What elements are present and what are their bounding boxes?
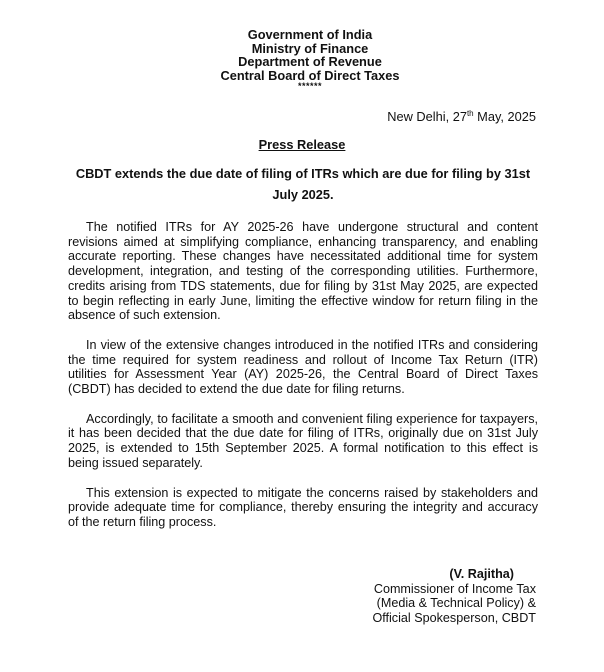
- signatory-title: Commissioner of Income Tax: [373, 581, 536, 596]
- subject-heading: CBDT extends the due date of filing of ITRs which are due for filing by 31st July 2025.: [75, 166, 531, 202]
- letterhead-department: Department of Revenue: [238, 54, 382, 70]
- letterhead-board: Central Board of Direct Taxes: [220, 67, 400, 83]
- dateline: [387, 110, 536, 125]
- paragraph-1: The notified ITRs for AY 2025-26 have undergone structural and content revisions aimed at simplifying compliance, enhancing transparency, and enabling accurate reporting. These changes have necessitated additional time for system development, integration, and testing of the corresponding utilities. Furthermore, credits arising from TDS statements, due for filing by 31st May 2025, are expected to begin reflecting in early June, limiting the effective window for return filing in the absence of such extension.: [68, 220, 538, 323]
- signatory-role: Official Spokesperson, CBDT: [372, 610, 536, 625]
- body-text: [68, 220, 538, 545]
- letterhead-government: Government of India: [247, 27, 373, 42]
- signatory-department: (Media & Technical Policy) &: [376, 596, 536, 611]
- letterhead: [0, 28, 604, 90]
- paragraph-3: Accordingly, to facilitate a smooth and convenient filing experience for taxpayers, it has been decided that the due date for filing of ITRs, originally due on 31st July 2025, is extended to 15th September 2025. A formal notification to this effect is being issued separately.: [68, 411, 538, 470]
- press-release-heading: Press Release: [258, 137, 346, 152]
- letterhead-separator: ******: [297, 81, 322, 92]
- paragraph-2: In view of the extensive changes introduced in the notified ITRs and considering the time required for system readiness and rollout of Income Tax Return (ITR) utilities for Assessment Year (AY) 2025-26, the Central Board of Direct Taxes (CBDT) has decided to extend the due date for filing returns.: [68, 337, 538, 397]
- signatory-name: (V. Rajitha): [449, 567, 514, 581]
- paragraph-4: This extension is expected to mitigate the concerns raised by stakeholders and provide adequate time for compliance, thereby ensuring the integrity and accuracy of the return filing process.: [68, 485, 538, 529]
- dateline-place: New Delhi, 27: [387, 109, 467, 124]
- signature-block: [372, 567, 536, 625]
- dateline-month-year: May, 2025: [473, 109, 536, 124]
- dateline-ordinal: th: [466, 109, 474, 118]
- letterhead-ministry: Ministry of Finance: [251, 40, 369, 56]
